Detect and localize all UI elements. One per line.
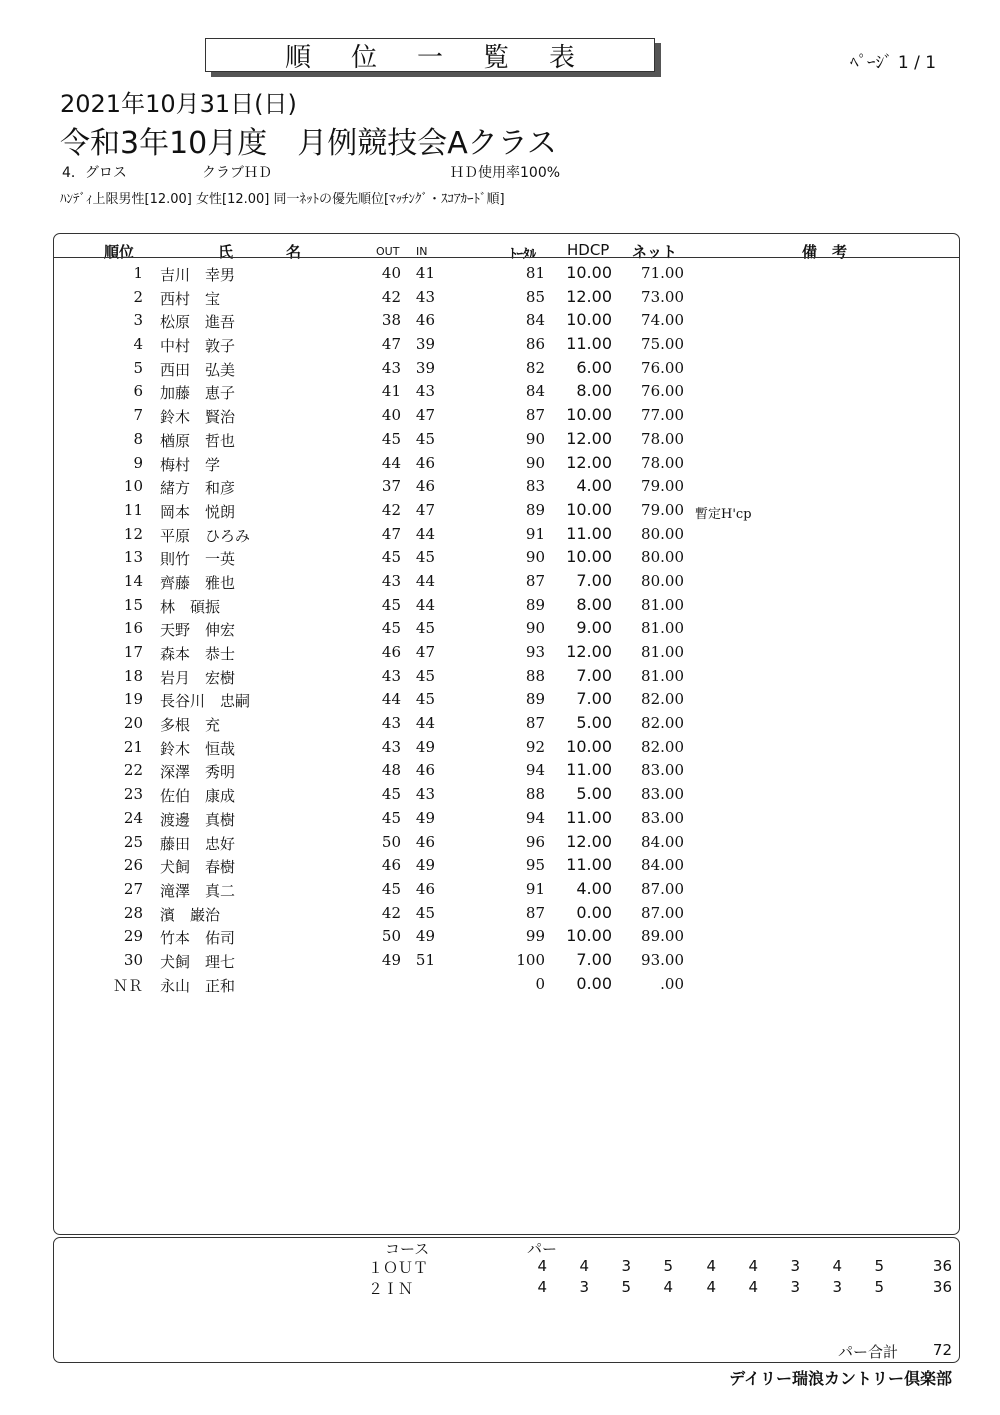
- in-score: 47: [415, 500, 435, 519]
- table-row: [0, 688, 1000, 712]
- total-score: 86: [525, 335, 545, 354]
- col-remarks: 備 考: [802, 243, 848, 261]
- table-row: [0, 499, 1000, 523]
- out-score: 43: [381, 714, 401, 733]
- total-score: 90: [525, 429, 545, 448]
- hole-par: 4: [748, 1278, 758, 1296]
- name-cell: 森本 恭士: [160, 645, 236, 663]
- net-score: 81.00: [641, 595, 684, 614]
- hdcp-value: 10.00: [566, 405, 612, 425]
- name-cell: 滝澤 真二: [160, 881, 236, 900]
- rank-cell: 13: [123, 548, 143, 567]
- handicap-type: クラブＨＤ: [202, 165, 272, 181]
- net-score: 77.00: [641, 406, 684, 425]
- in-score: 46: [415, 761, 435, 780]
- in-score: 45: [415, 690, 435, 709]
- rank-cell: 2: [133, 287, 143, 306]
- hole-par: 5: [663, 1257, 673, 1275]
- table-row: [0, 712, 1000, 736]
- hole-par: 5: [874, 1257, 884, 1275]
- table-row: [0, 546, 1000, 570]
- name-cell: 鈴木 賢治: [160, 408, 236, 427]
- table-row: [0, 665, 1000, 689]
- total-score: 93: [525, 643, 545, 661]
- rank-cell: 1: [133, 264, 143, 282]
- name-cell: 濱 巌治: [160, 905, 221, 924]
- hdcp-value: 5.00: [576, 784, 612, 804]
- name-cell: 西村 宝: [160, 289, 221, 308]
- out-score: 46: [381, 856, 401, 875]
- par-total-value: 72: [932, 1341, 952, 1359]
- hole-par: 4: [663, 1278, 673, 1296]
- handicap-rules: ﾊﾝﾃﾞｨ上限男性[12.00] 女性[12.00] 同一ﾈｯﾄの優先順位[ﾏｯﾁﾝｸﾞ・ｽｺｱｶｰﾄﾞ順]: [60, 192, 505, 207]
- net-score: 83.00: [641, 785, 684, 804]
- rank-cell: 15: [123, 595, 143, 614]
- col-in: IN: [416, 245, 428, 258]
- name-cell: 深澤 秀明: [160, 763, 236, 782]
- course-row-label: ２ＩＮ: [368, 1280, 414, 1298]
- rank-cell: 20: [123, 714, 143, 733]
- rank-cell: 14: [123, 571, 143, 590]
- name-cell: 犬飼 理七: [160, 952, 236, 971]
- total-score: 87: [525, 903, 545, 922]
- in-score: 49: [415, 927, 435, 946]
- rank-cell: 28: [123, 903, 143, 922]
- total-score: 87: [525, 571, 545, 590]
- col-rank: 順位: [104, 243, 135, 261]
- hdcp-value: 5.00: [576, 713, 612, 733]
- in-score: 45: [415, 619, 435, 638]
- net-score: 78.00: [641, 453, 684, 472]
- hdcp-value: 0.00: [576, 902, 612, 922]
- total-score: 92: [525, 737, 545, 756]
- name-cell: 藤田 忠好: [160, 834, 236, 853]
- name-cell: 鈴木 恒哉: [160, 739, 236, 758]
- hole-par: 4: [832, 1257, 842, 1275]
- in-score: 47: [415, 406, 435, 425]
- rank-cell: 10: [123, 477, 143, 496]
- remark-cell: 暫定H'cp: [695, 506, 752, 522]
- total-score: 87: [525, 714, 545, 733]
- rank-cell: 17: [123, 643, 143, 661]
- rank-cell: 29: [123, 927, 143, 946]
- table-row: [0, 286, 1000, 310]
- hdcp-value: 11.00: [566, 523, 612, 543]
- hole-par: 4: [579, 1257, 589, 1275]
- name-cell: 加藤 恵子: [160, 384, 236, 403]
- out-score: 50: [381, 927, 401, 946]
- hdcp-value: 12.00: [566, 286, 612, 306]
- net-score: 83.00: [641, 808, 684, 827]
- in-score: 49: [415, 856, 435, 875]
- net-score: 81.00: [641, 666, 684, 685]
- out-score: 50: [381, 832, 401, 851]
- out-score: 43: [381, 571, 401, 590]
- rank-cell: 11: [123, 500, 143, 519]
- hole-par: 3: [790, 1278, 800, 1296]
- hdcp-value: 7.00: [576, 570, 612, 590]
- col-net: ネット: [632, 243, 678, 261]
- net-score: 82.00: [641, 690, 684, 709]
- out-score: 45: [381, 548, 401, 567]
- total-score: 96: [525, 832, 545, 851]
- name-cell: 天野 伸宏: [160, 621, 236, 640]
- par-label: パー: [527, 1240, 558, 1258]
- table-row: [0, 380, 1000, 404]
- in-score: 46: [415, 879, 435, 898]
- hdcp-value: 11.00: [566, 334, 612, 354]
- name-cell: 竹本 佑司: [160, 929, 236, 948]
- table-row: [0, 807, 1000, 831]
- name-cell: 中村 敦子: [160, 337, 236, 356]
- rank-cell: 21: [123, 737, 143, 756]
- hole-par: 3: [579, 1278, 589, 1296]
- out-score: 49: [381, 950, 401, 969]
- hdcp-value: 7.00: [576, 689, 612, 709]
- out-score: 43: [381, 358, 401, 377]
- table-row: [0, 854, 1000, 878]
- table-row: [0, 523, 1000, 547]
- net-score: 73.00: [641, 287, 684, 306]
- hdcp-value: 12.00: [566, 428, 612, 448]
- out-score: 47: [381, 335, 401, 354]
- in-score: 46: [415, 477, 435, 496]
- total-score: 90: [525, 619, 545, 638]
- out-score: 43: [381, 737, 401, 756]
- hdcp-value: 10.00: [566, 263, 612, 282]
- rank-cell: 8: [133, 429, 143, 448]
- total-score: 89: [525, 595, 545, 614]
- hdcp-value: 9.00: [576, 618, 612, 638]
- name-cell: 岡本 悦朗: [160, 502, 236, 521]
- hole-par: 4: [706, 1278, 716, 1296]
- table-row: [0, 949, 1000, 973]
- net-score: 83.00: [641, 761, 684, 780]
- name-cell: 平原 ひろみ: [160, 526, 251, 545]
- name-cell: 緒方 和彦: [160, 479, 236, 498]
- col-name-given: 名: [286, 243, 302, 261]
- hdcp-value: 7.00: [576, 665, 612, 685]
- name-cell: 長谷川 忠嗣: [160, 692, 251, 711]
- total-score: 88: [525, 666, 545, 685]
- in-score: 44: [415, 571, 435, 590]
- total-score: 100: [516, 950, 545, 969]
- net-score: 82.00: [641, 714, 684, 733]
- hdcp-value: 4.00: [576, 878, 612, 898]
- total-score: 81: [525, 264, 545, 282]
- net-score: 79.00: [641, 477, 684, 496]
- rank-cell: 19: [123, 690, 143, 709]
- out-score: 38: [381, 311, 401, 330]
- hdcp-value: 4.00: [576, 476, 612, 496]
- page-title: 順位一覧表: [284, 42, 615, 73]
- total-score: 84: [525, 382, 545, 401]
- table-row: [0, 617, 1000, 641]
- in-score: 43: [415, 382, 435, 401]
- results-table: [0, 262, 1000, 996]
- net-score: 75.00: [641, 335, 684, 354]
- total-score: 87: [525, 406, 545, 425]
- name-cell: 林 碩振: [160, 597, 221, 616]
- in-score: 41: [415, 264, 435, 282]
- total-score: 91: [525, 524, 545, 543]
- total-score: 90: [525, 453, 545, 472]
- hdcp-value: 10.00: [566, 310, 612, 330]
- rank-cell: 24: [123, 808, 143, 827]
- total-score: 89: [525, 500, 545, 519]
- net-score: 89.00: [641, 927, 684, 946]
- par-total-label: パー合計: [838, 1343, 899, 1361]
- col-name-family: 氏: [218, 243, 234, 261]
- net-score: 76.00: [641, 382, 684, 401]
- out-score: 47: [381, 524, 401, 543]
- course-row-total: 36: [932, 1257, 952, 1275]
- course-row-total: 36: [932, 1278, 952, 1296]
- name-cell: 西田 弘美: [160, 360, 236, 379]
- in-score: 39: [415, 358, 435, 377]
- name-cell: 楢原 哲也: [160, 431, 236, 450]
- in-score: 46: [415, 453, 435, 472]
- hole-par: 4: [748, 1257, 758, 1275]
- net-score: 76.00: [641, 358, 684, 377]
- in-score: 39: [415, 335, 435, 354]
- hdcp-value: 10.00: [566, 926, 612, 946]
- net-score: 87.00: [641, 903, 684, 922]
- rank-cell: 12: [123, 524, 143, 543]
- hole-par: 5: [621, 1278, 631, 1296]
- out-score: 42: [381, 903, 401, 922]
- rank-cell: 18: [123, 666, 143, 685]
- hole-par: 5: [874, 1278, 884, 1296]
- course-row-label: １ＯＵＴ: [368, 1259, 429, 1277]
- rank-cell: 22: [123, 761, 143, 780]
- out-score: 37: [381, 477, 401, 496]
- course-frame: [53, 1237, 960, 1363]
- net-score: 84.00: [641, 856, 684, 875]
- total-score: 85: [525, 287, 545, 306]
- in-score: 51: [415, 950, 435, 969]
- in-score: 47: [415, 643, 435, 661]
- out-score: 44: [381, 690, 401, 709]
- rank-cell: 25: [123, 832, 143, 851]
- in-score: 43: [415, 287, 435, 306]
- total-score: 90: [525, 548, 545, 567]
- net-score: 81.00: [641, 643, 684, 661]
- table-row: [0, 594, 1000, 618]
- out-score: 40: [381, 406, 401, 425]
- total-score: 91: [525, 879, 545, 898]
- rank-cell: 3: [133, 311, 143, 330]
- table-row: [0, 759, 1000, 783]
- rank-cell: 7: [133, 406, 143, 425]
- in-score: 44: [415, 714, 435, 733]
- table-row: [0, 404, 1000, 428]
- course-label: コース: [385, 1240, 430, 1258]
- rank-cell: 6: [133, 382, 143, 401]
- in-score: 45: [415, 903, 435, 922]
- name-cell: 永山 正和: [160, 976, 236, 995]
- out-score: 46: [381, 643, 401, 661]
- table-row: [0, 570, 1000, 594]
- table-row: [0, 641, 1000, 665]
- net-score: 79.00: [641, 500, 684, 519]
- rank-cell: 27: [123, 879, 143, 898]
- table-row: [0, 428, 1000, 452]
- net-score: 71.00: [641, 264, 684, 282]
- in-score: 45: [415, 548, 435, 567]
- rank-cell: 5: [133, 358, 143, 377]
- net-score: 74.00: [641, 311, 684, 330]
- hdcp-value: 8.00: [576, 381, 612, 401]
- rank-cell: 4: [133, 335, 143, 354]
- out-score: 45: [381, 785, 401, 804]
- table-row: [0, 783, 1000, 807]
- out-score: 42: [381, 287, 401, 306]
- col-out: OUT: [376, 245, 400, 258]
- name-cell: 岩月 宏樹: [160, 668, 236, 687]
- hdcp-value: 11.00: [566, 855, 612, 875]
- rank-cell: 30: [123, 950, 143, 969]
- name-cell: 犬飼 春樹: [160, 858, 236, 877]
- hdcp-value: 6.00: [576, 357, 612, 377]
- hdcp-value: 11.00: [566, 807, 612, 827]
- rank-cell: ＮＲ: [112, 976, 143, 995]
- hdcp-value: 11.00: [566, 760, 612, 780]
- in-score: 44: [415, 595, 435, 614]
- name-cell: 多根 充: [160, 716, 221, 735]
- total-score: 88: [525, 785, 545, 804]
- table-row: [0, 973, 1000, 997]
- hole-par: 3: [832, 1278, 842, 1296]
- table-row: [0, 878, 1000, 902]
- out-score: 45: [381, 619, 401, 638]
- event-date: 2021年10月31日(日): [60, 90, 297, 118]
- total-score: 82: [525, 358, 545, 377]
- hdcp-value: 12.00: [566, 831, 612, 851]
- out-score: 45: [381, 879, 401, 898]
- table-row: [0, 452, 1000, 476]
- hdcp-value: 0.00: [576, 973, 612, 993]
- name-cell: 渡邊 真樹: [160, 810, 236, 829]
- in-score: 43: [415, 785, 435, 804]
- out-score: 48: [381, 761, 401, 780]
- table-row: [0, 736, 1000, 760]
- net-score: 87.00: [641, 879, 684, 898]
- title-box: [205, 38, 655, 72]
- table-row: [0, 357, 1000, 381]
- hdcp-value: 10.00: [566, 736, 612, 756]
- col-hdcp: HDCP: [567, 241, 610, 259]
- name-cell: 吉川 幸男: [160, 266, 236, 284]
- handicap-rate: ＨＤ使用率100%: [450, 165, 561, 181]
- page-indicator: ﾍﾟｰｼﾞ 1 / 1: [850, 53, 937, 73]
- out-score: 42: [381, 500, 401, 519]
- name-cell: 松原 進吾: [160, 313, 236, 332]
- club-name: デイリー瑞浪カントリー倶楽部: [729, 1369, 952, 1388]
- hole-par: 3: [790, 1257, 800, 1275]
- total-score: 99: [525, 927, 545, 946]
- in-score: 49: [415, 808, 435, 827]
- out-score: 44: [381, 453, 401, 472]
- net-score: 78.00: [641, 429, 684, 448]
- table-row: [0, 925, 1000, 949]
- out-score: 45: [381, 429, 401, 448]
- net-score: 82.00: [641, 737, 684, 756]
- in-score: 44: [415, 524, 435, 543]
- rank-cell: 16: [123, 619, 143, 638]
- hdcp-value: 10.00: [566, 499, 612, 519]
- in-score: 46: [415, 311, 435, 330]
- net-score: 84.00: [641, 832, 684, 851]
- table-row: [0, 309, 1000, 333]
- net-score: 81.00: [641, 619, 684, 638]
- name-cell: 則竹 一英: [160, 550, 236, 569]
- total-score: 0: [535, 974, 545, 993]
- total-score: 95: [525, 856, 545, 875]
- net-score: 93.00: [641, 950, 684, 969]
- header-divider: [53, 257, 960, 258]
- table-row: [0, 262, 1000, 286]
- hdcp-value: 7.00: [576, 949, 612, 969]
- table-row: [0, 902, 1000, 926]
- total-score: 94: [525, 761, 545, 780]
- name-cell: 梅村 学: [160, 455, 221, 474]
- name-cell: 佐伯 康成: [160, 787, 236, 806]
- total-score: 84: [525, 311, 545, 330]
- hole-par: 3: [621, 1257, 631, 1275]
- hdcp-value: 8.00: [576, 594, 612, 614]
- total-score: 83: [525, 477, 545, 496]
- in-score: 45: [415, 429, 435, 448]
- out-score: 40: [381, 264, 401, 282]
- out-score: 45: [381, 595, 401, 614]
- net-score: 80.00: [641, 548, 684, 567]
- out-score: 43: [381, 666, 401, 685]
- competition-title: 令和3年10月度 月例競技会Aクラス: [60, 126, 557, 161]
- total-score: 94: [525, 808, 545, 827]
- table-row: [0, 831, 1000, 855]
- hole-par: 4: [537, 1278, 547, 1296]
- scoring-format: 4．グロス: [62, 165, 127, 181]
- rank-cell: 23: [123, 785, 143, 804]
- out-score: 41: [381, 382, 401, 401]
- net-score: 80.00: [641, 524, 684, 543]
- total-score: 89: [525, 690, 545, 709]
- in-score: 46: [415, 832, 435, 851]
- hole-par: 4: [706, 1257, 716, 1275]
- table-row: [0, 475, 1000, 499]
- col-total: ﾄｰﾀﾙ: [510, 247, 536, 262]
- hole-par: 4: [537, 1257, 547, 1275]
- hdcp-value: 12.00: [566, 642, 612, 661]
- in-score: 45: [415, 666, 435, 685]
- hdcp-value: 10.00: [566, 547, 612, 567]
- out-score: 45: [381, 808, 401, 827]
- in-score: 49: [415, 737, 435, 756]
- net-score: .00: [660, 974, 684, 993]
- hdcp-value: 12.00: [566, 452, 612, 472]
- rank-cell: 26: [123, 856, 143, 875]
- table-row: [0, 333, 1000, 357]
- name-cell: 齊藤 雅也: [160, 573, 236, 592]
- rank-cell: 9: [133, 453, 143, 472]
- net-score: 80.00: [641, 571, 684, 590]
